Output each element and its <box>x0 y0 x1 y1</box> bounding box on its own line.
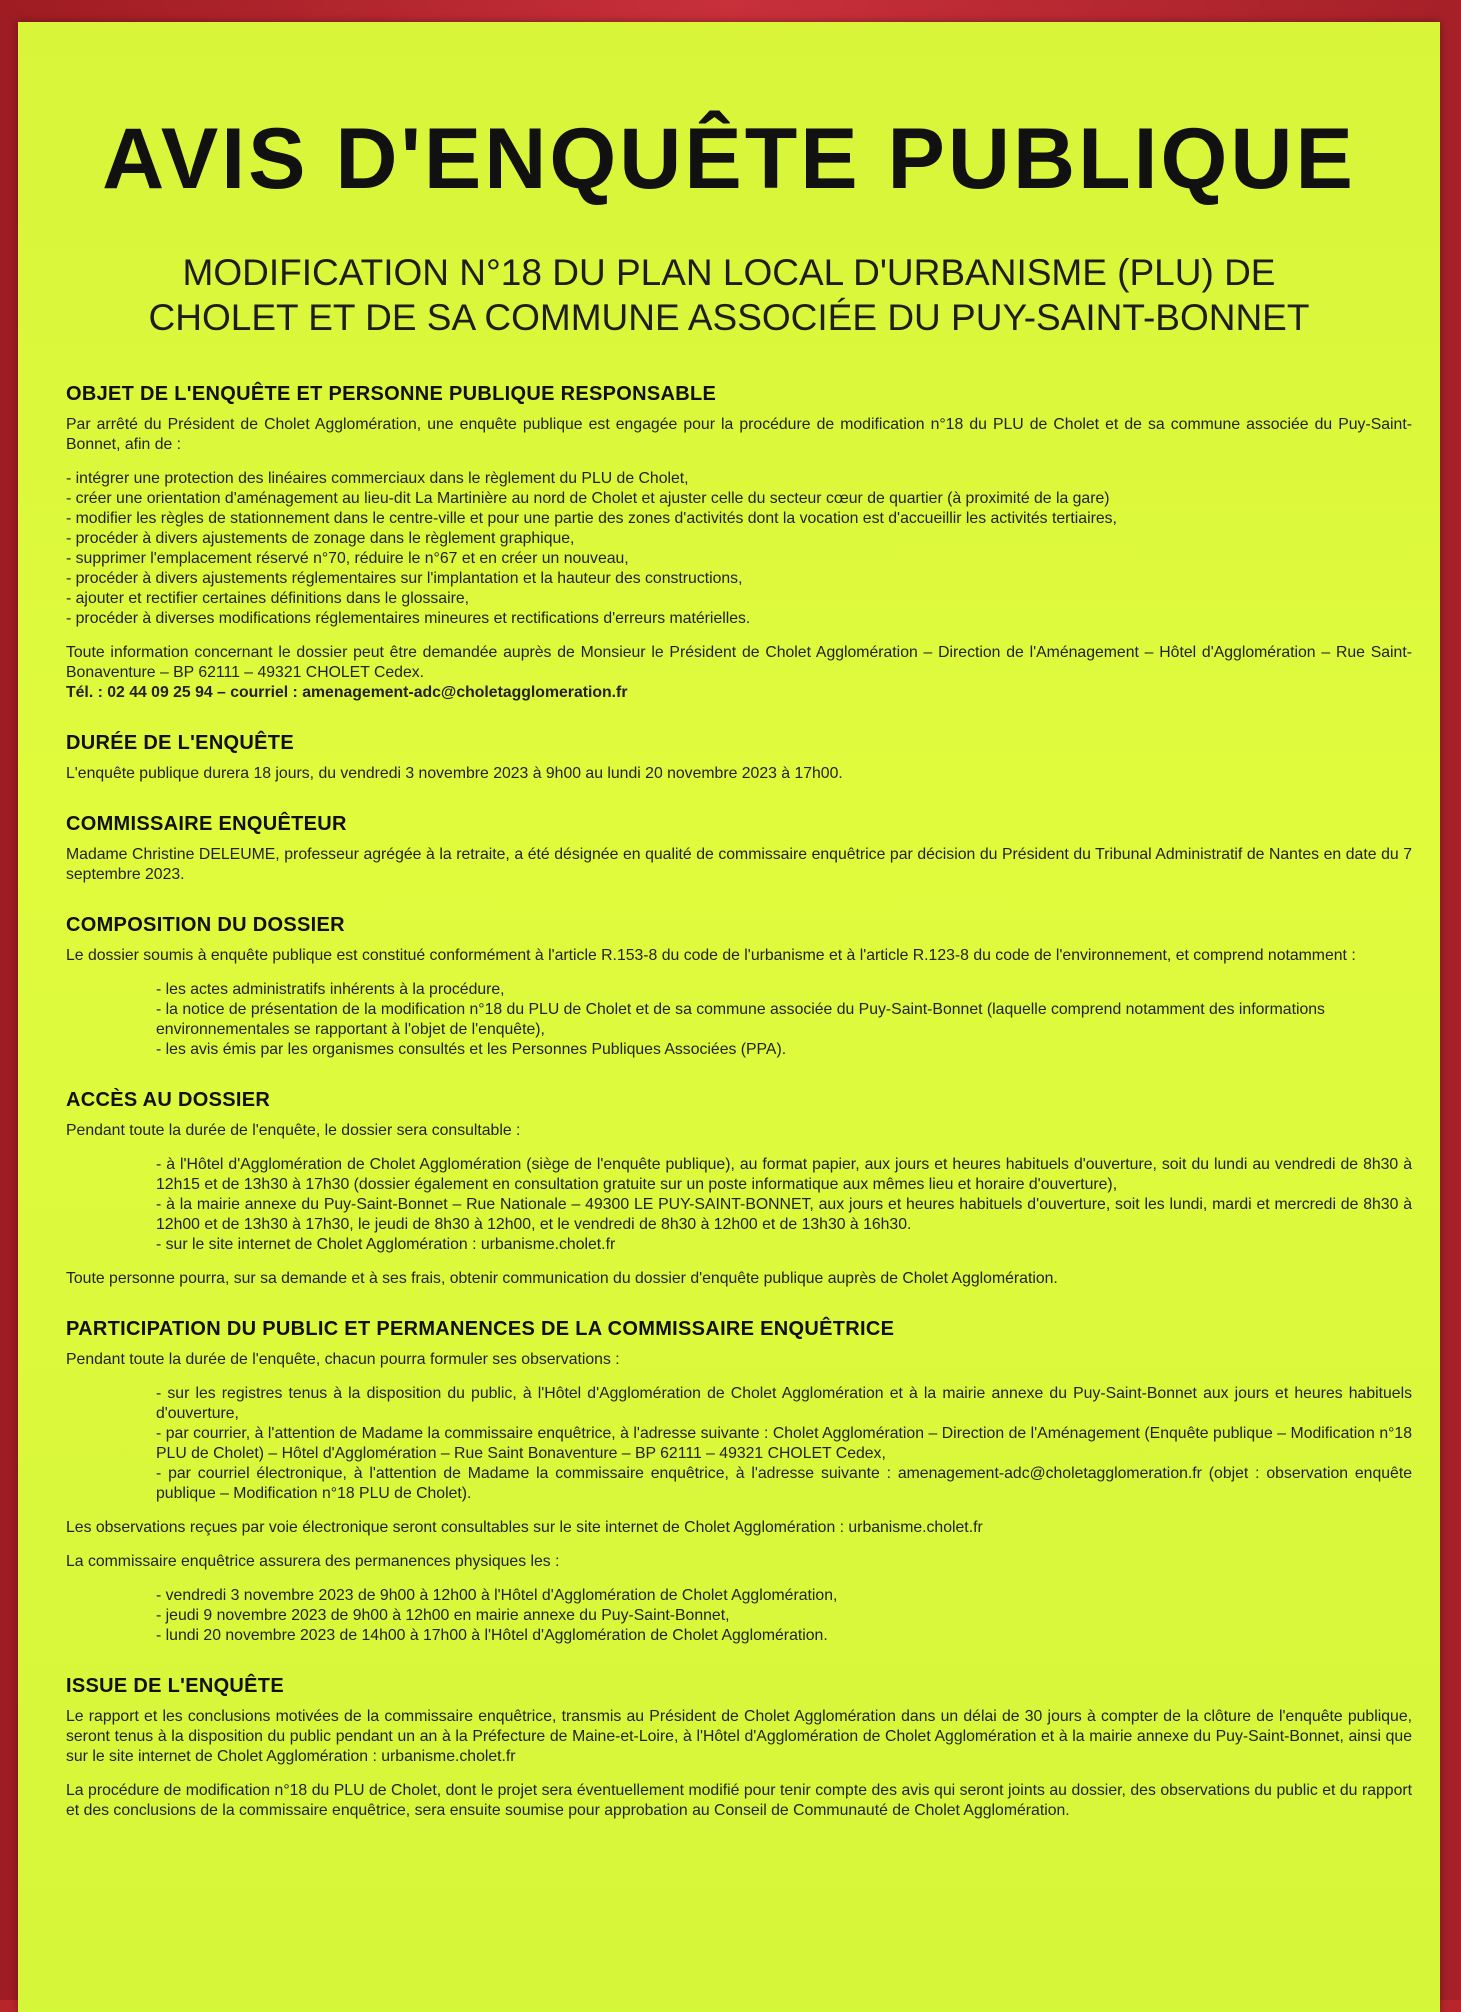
list-item: - procéder à divers ajustements de zonage dans le règlement graphique, <box>66 530 575 547</box>
composition-list <box>66 980 1412 1060</box>
section-heading: COMPOSITION DU DOSSIER <box>66 914 345 936</box>
paragraph: Madame Christine DELEUME, professeur agrégée à la retraite, a été désignée en qualité de commissaire enquêtrice par décision du Président du Tribunal Administratif de Nantes en date du 7 septembre 2023. <box>66 846 1412 883</box>
list-item: - sur le site internet de Cholet Agglomération : urbanisme.cholet.fr <box>156 1236 616 1253</box>
section-heading: OBJET DE L'ENQUÊTE ET PERSONNE PUBLIQUE RESPONSABLE <box>66 383 717 405</box>
acces-list <box>66 1155 1412 1255</box>
paragraph: Le dossier soumis à enquête publique est constitué conformément à l'article R.153-8 du code de l'urbanisme et à l'article R.123-8 du code de l'environnement, et comprend notamment : <box>66 947 1356 964</box>
notice-body <box>66 384 1412 1835</box>
list-item: - jeudi 9 novembre 2023 de 9h00 à 12h00 en mairie annexe du Puy-Saint-Bonnet, <box>156 1607 730 1624</box>
contact-line: Tél. : 02 44 09 25 94 – courriel : amenagement-adc@choletagglomeration.fr <box>66 684 628 701</box>
section-heading: PARTICIPATION DU PUBLIC ET PERMANENCES DE LA COMMISSAIRE ENQUÊTRICE <box>66 1318 895 1340</box>
list-item: - modifier les règles de stationnement dans le centre-ville et pour une partie des zones d'activités dont la vocation est d'accueillir les activités tertiaires, <box>66 510 1117 527</box>
list-item: - par courriel électronique, à l'attention de Madame la commissaire enquêtrice, à l'adresse suivante : amenagement-adc@choletagglomeration.fr (objet : observation enquête publique – Modification n°18 PLU de Cholet). <box>156 1465 1412 1502</box>
list-item: - vendredi 3 novembre 2023 de 9h00 à 12h00 à l'Hôtel d'Agglomération de Cholet Agglomération, <box>156 1587 838 1604</box>
paragraph: Pendant toute la durée de l'enquête, chacun pourra formuler ses observations : <box>66 1351 620 1368</box>
list-item: - les avis émis par les organismes consultés et les Personnes Publiques Associées (PPA). <box>156 1041 787 1058</box>
section-heading: ISSUE DE L'ENQUÊTE <box>66 1675 284 1697</box>
paragraph: La procédure de modification n°18 du PLU de Cholet, dont le projet sera éventuellement modifié pour tenir compte des avis qui seront joints au dossier, des observations du public et du rapport et des conclusions de la commissaire enquêtrice, sera ensuite soumise pour approbation au Conseil de Communauté de Cholet Agglomération. <box>66 1782 1412 1819</box>
paragraph: Le rapport et les conclusions motivées de la commissaire enquêtrice, transmis au Président de Cholet Agglomération dans un délai de 30 jours à compter de la clôture de l'enquête publique, seront tenus à la disposition du public pendant un an à la Préfecture de Maine-et-Loire, à l'Hôtel d'Agglomération de Cholet Agglomération et à la mairie annexe du Puy-Saint-Bonnet, ainsi que sur le site internet de Cholet Agglomération : urbanisme.cholet.fr <box>66 1708 1412 1765</box>
section-composition <box>66 915 1412 1060</box>
list-item: - les actes administratifs inhérents à la procédure, <box>156 981 505 998</box>
section-issue <box>66 1676 1412 1821</box>
list-item: - par courrier, à l'attention de Madame la commissaire enquêtrice, à l'adresse suivante : Cholet Agglomération – Direction de l'Aménagement (Enquête publique – Modification n°18 PLU de Cholet) – Hôtel d'Agglomération – Rue Saint Bonaventure – BP 62111 – 49321 CHOLET Cedex, <box>156 1425 1412 1462</box>
subtitle-line-1: MODIFICATION N°18 DU PLAN LOCAL D'URBANISME (PLU) DE <box>182 252 1276 293</box>
list-item: - ajouter et rectifier certaines définitions dans le glossaire, <box>66 590 470 607</box>
list-item: - lundi 20 novembre 2023 de 14h00 à 17h00 à l'Hôtel d'Agglomération de Cholet Agglomération. <box>156 1627 828 1644</box>
list-item: - la notice de présentation de la modification n°18 du PLU de Cholet et de sa commune associée du Puy-Saint-Bonnet (laquelle comprend notamment des informations environnementales se rapportant à l'objet de l'enquête), <box>156 1001 1325 1038</box>
section-duree <box>66 733 1412 784</box>
section-acces <box>66 1090 1412 1289</box>
section-heading: ACCÈS AU DOSSIER <box>66 1089 271 1111</box>
permanences-list <box>66 1586 1412 1646</box>
paragraph: Toute personne pourra, sur sa demande et à ses frais, obtenir communication du dossier d'enquête publique auprès de Cholet Agglomération. <box>66 1270 1058 1287</box>
list-item: - à la mairie annexe du Puy-Saint-Bonnet – Rue Nationale – 49300 LE PUY-SAINT-BONNET, aux jours et heures habituels d'ouverture, soit les lundi, mardi et mercredi de 8h30 à 12h00 et de 13h30 à 17h30, le jeudi de 8h30 à 12h00, et le vendredi de 8h30 à 12h00 et de 13h30 à 16h30. <box>156 1196 1412 1233</box>
list-item: - sur les registres tenus à la disposition du public, à l'Hôtel d'Agglomération de Cholet Agglomération et à la mairie annexe du Puy-Saint-Bonnet aux jours et heures habituels d'ouverture, <box>156 1385 1412 1422</box>
section-heading: DURÉE DE L'ENQUÊTE <box>66 732 294 754</box>
list-item: - supprimer l'emplacement réservé n°70, réduire le n°67 et en créer un nouveau, <box>66 550 629 567</box>
objet-list <box>66 469 1412 629</box>
section-commissaire <box>66 814 1412 885</box>
list-item: - intégrer une protection des linéaires commerciaux dans le règlement du PLU de Cholet, <box>66 470 689 487</box>
notice-subtitle <box>18 250 1440 340</box>
public-notice-poster <box>18 22 1440 2012</box>
participation-list <box>66 1384 1412 1504</box>
section-objet <box>66 384 1412 703</box>
paragraph: Pendant toute la durée de l'enquête, le dossier sera consultable : <box>66 1122 521 1139</box>
list-item: - créer une orientation d'aménagement au lieu-dit La Martinière au nord de Cholet et ajuster celle du secteur cœur de quartier (à proximité de la gare) <box>66 490 1110 507</box>
paragraph: La commissaire enquêtrice assurera des permanences physiques les : <box>66 1553 560 1570</box>
paragraph: L'enquête publique durera 18 jours, du vendredi 3 novembre 2023 à 9h00 au lundi 20 novembre 2023 à 17h00. <box>66 765 843 782</box>
list-item: - procéder à diverses modifications réglementaires mineures et rectifications d'erreurs matérielles. <box>66 610 751 627</box>
list-item: - à l'Hôtel d'Agglomération de Cholet Agglomération (siège de l'enquête publique), au format papier, aux jours et heures habituels d'ouverture, soit du lundi au vendredi de 8h30 à 12h15 et de 13h30 à 17h30 (dossier également en consultation gratuite sur un poste informatique aux mêmes lieu et horaire d'ouverture), <box>156 1156 1412 1193</box>
list-item: - procéder à divers ajustements réglementaires sur l'implantation et la hauteur des constructions, <box>66 570 743 587</box>
notice-title: AVIS D'ENQUÊTE PUBLIQUE <box>102 111 1356 207</box>
section-participation <box>66 1319 1412 1646</box>
subtitle-line-2: CHOLET ET DE SA COMMUNE ASSOCIÉE DU PUY-SAINT-BONNET <box>148 297 1310 338</box>
paragraph: Par arrêté du Président de Cholet Agglomération, une enquête publique est engagée pour la procédure de modification n°18 du PLU de Cholet et de sa commune associée du Puy-Saint-Bonnet, afin de : <box>66 416 1412 453</box>
paragraph: Les observations reçues par voie électronique seront consultables sur le site internet de Cholet Agglomération : urbanisme.cholet.fr <box>66 1519 983 1536</box>
section-heading: COMMISSAIRE ENQUÊTEUR <box>66 813 347 835</box>
paragraph: Toute information concernant le dossier peut être demandée auprès de Monsieur le Président de Cholet Agglomération – Direction de l'Aménagement – Hôtel d'Agglomération – Rue Saint-Bonaventure – BP 62111 – 49321 CHOLET Cedex. <box>66 644 1412 681</box>
